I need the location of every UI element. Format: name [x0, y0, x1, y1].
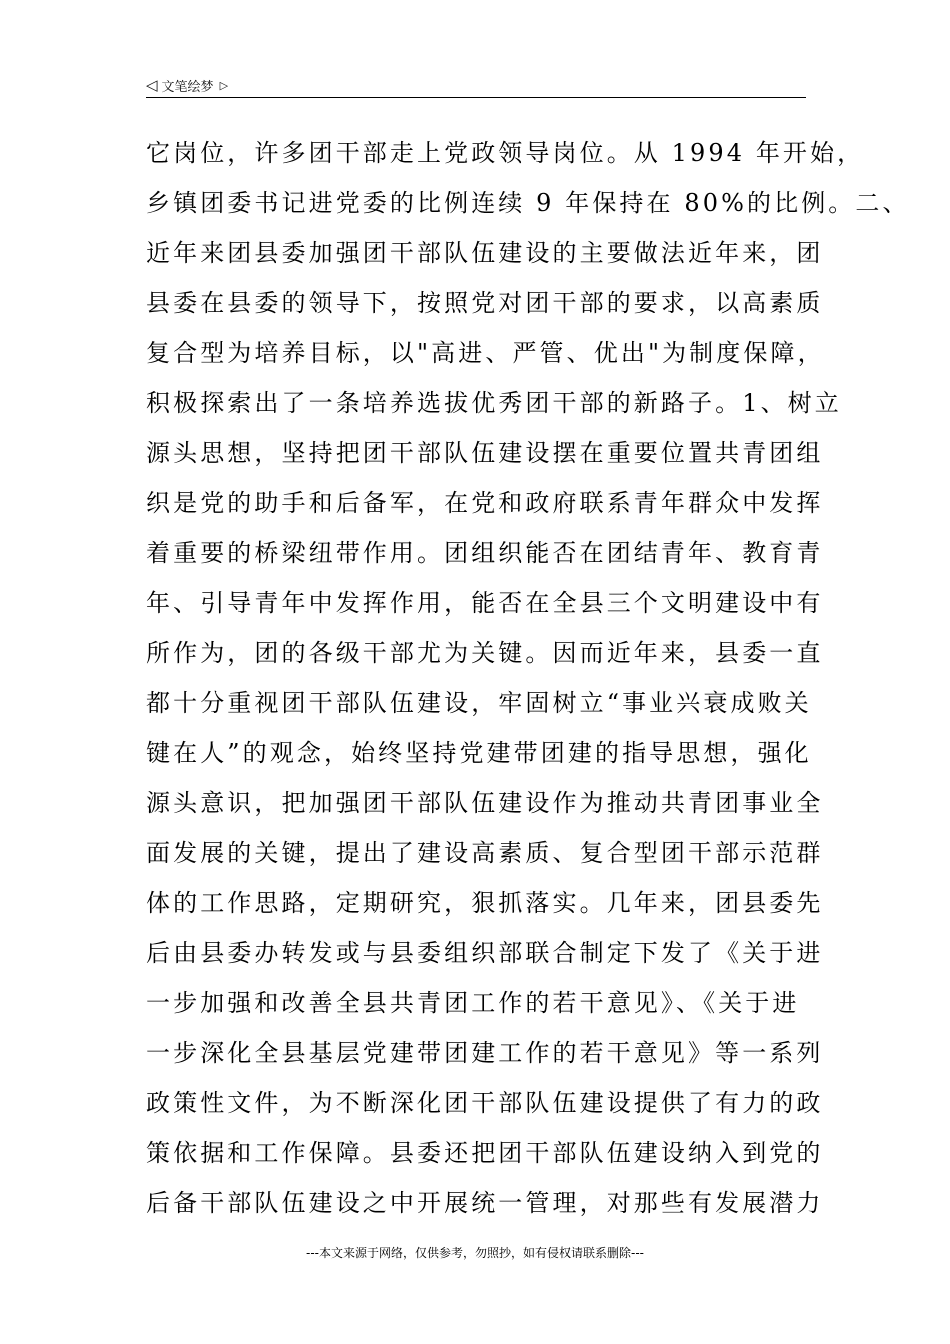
body-text — [146, 128, 910, 1228]
text-line: 键在人”的观念，始终坚持党建带团建的指导思想，强化 — [146, 739, 812, 767]
text-line: 政策性文件，为不断深化团干部队伍建设提供了有力的政 — [146, 1089, 824, 1117]
text-line: 复合型为培养目标，以"高进、严管、优出"为制度保障， — [146, 339, 825, 367]
text-line: 一步深化全县基层党建带团建工作的若干意见》等一系列 — [146, 1039, 824, 1067]
text-line: 近年来团县委加强团干部队伍建设的主要做法近年来，团 — [146, 239, 824, 267]
text-line: 织是党的助手和后备军，在党和政府联系青年群众中发挥 — [146, 489, 824, 517]
triangle-right-icon: ▷ — [219, 78, 229, 92]
footer-disclaimer: ---本文来源于网络，仅供参考，勿照抄，如有侵权请联系删除--- — [306, 1246, 644, 1260]
text-line: 后备干部队伍建设之中开展统一管理，对那些有发展潜力 — [146, 1189, 824, 1217]
text-line: 县委在县委的领导下，按照党对团干部的要求，以高素质 — [146, 289, 824, 317]
text-line: 后由县委办转发或与县委组织部联合制定下发了《关于进 — [146, 939, 824, 967]
text-line: 年、引导青年中发挥作用，能否在全县三个文明建设中有 — [146, 589, 824, 617]
text-line: 源头意识，把加强团干部队伍建设作为推动共青团事业全 — [146, 789, 824, 817]
text-line: 体的工作思路，定期研究，狠抓落实。几年来，团县委先 — [146, 889, 824, 917]
text-line: 所作为，团的各级干部尤为关键。因而近年来，县委一直 — [146, 639, 824, 667]
text-line: 着重要的桥梁纽带作用。团组织能否在团结青年、教育青 — [146, 539, 824, 567]
text-line: 面发展的关键，提出了建设高素质、复合型团干部示范群 — [146, 839, 824, 867]
text-line: 积极探索出了一条培养选拔优秀团干部的新路子。1、树立 — [146, 389, 842, 417]
text-line: 策依据和工作保障。县委还把团干部队伍建设纳入到党的 — [146, 1139, 824, 1167]
text-line: 源头思想，坚持把团干部队伍建设摆在重要位置共青团组 — [146, 439, 824, 467]
header-title: 文笔绘梦 — [161, 79, 214, 95]
triangle-left-icon: ◁ — [146, 75, 158, 94]
text-line: 都十分重视团干部队伍建设，牢固树立“事业兴衰成败关 — [146, 689, 812, 717]
text-line: 它岗位，许多团干部走上党政领导岗位。从 1994 年开始， — [146, 139, 865, 167]
text-line: 乡镇团委书记进党委的比例连续 9 年保持在 80%的比例。二、 — [146, 189, 910, 217]
header-divider — [146, 97, 806, 98]
page-header — [146, 72, 806, 98]
text-line: 一步加强和改善全县共青团工作的若干意见》、《关于进 — [146, 989, 800, 1017]
